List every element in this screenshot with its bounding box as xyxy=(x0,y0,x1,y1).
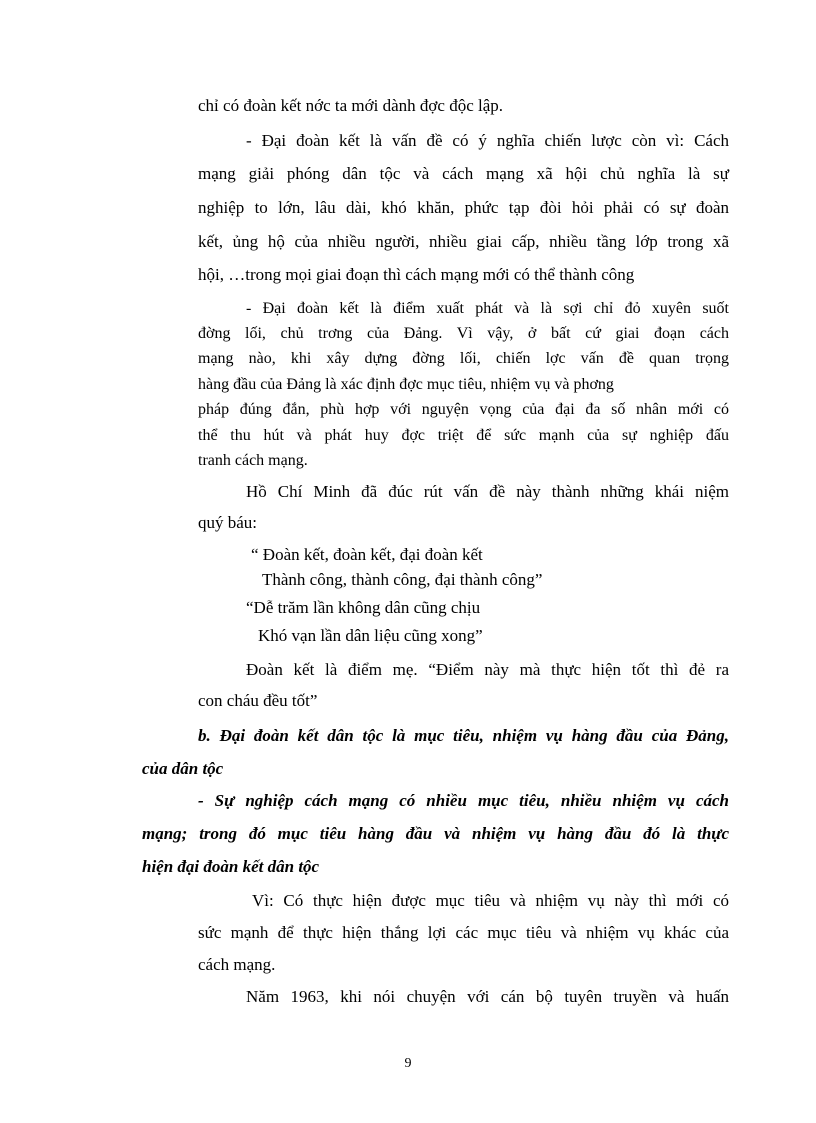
quote-line: “ Đoàn kết, đoàn kết, đại đoàn kết xyxy=(251,545,483,564)
quote-line: Thành công, thành công, đại thành công” xyxy=(262,570,543,589)
text-line: thể thu hút và phát huy đợc triệt để sức mạnh của sự nghiệp đấu xyxy=(198,427,729,444)
text-line: Vì: Có thực hiện được mục tiêu và nhiệm vụ này thì mới có xyxy=(252,891,729,910)
text-line: con cháu đều tốt” xyxy=(198,691,318,710)
quote-line: “Dễ trăm lần không dân cũng chịu xyxy=(246,598,481,617)
text-line: hàng đầu của Đảng là xác định đợc mục tiêu, nhiệm vụ và phơng xyxy=(198,376,614,393)
text-line: sức mạnh để thực hiện thắng lợi các mục tiêu và nhiệm vụ khác của xyxy=(198,923,729,942)
text-line: pháp đúng đắn, phù hợp với nguyện vọng của đại đa số nhân mới có xyxy=(198,401,729,418)
page-number: 9 xyxy=(404,1056,412,1071)
subheading-line: hiện đại đoàn kết dân tộc xyxy=(142,857,320,876)
text-line: cách mạng. xyxy=(198,955,276,974)
text-line: tranh cách mạng. xyxy=(198,452,308,469)
text-line: Năm 1963, khi nói chuyện với cán bộ tuyên truyền và huấn xyxy=(246,987,729,1006)
text-line: nghiệp to lớn, lâu dài, khó khăn, phức tạp đòi hỏi phải có sự đoàn xyxy=(198,198,729,217)
section-heading: b. Đại đoàn kết dân tộc là mục tiêu, nhiệm vụ hàng đầu của Đảng, xyxy=(198,726,729,745)
text-line: - Đại đoàn kết là vấn đề có ý nghĩa chiến lược còn vì: Cách xyxy=(246,131,729,150)
text-line: Hồ Chí Minh đã đúc rút vấn đề này thành những khái niệm xyxy=(246,482,729,501)
subheading-line: mạng; trong đó mục tiêu hàng đầu và nhiệm vụ hàng đầu đó là thực xyxy=(142,824,729,843)
text-line: quý báu: xyxy=(198,513,258,532)
text-line: Đoàn kết là điểm mẹ. “Điểm này mà thực hiện tốt thì đẻ ra xyxy=(246,660,729,679)
quote-line: Khó vạn lần dân liệu cũng xong” xyxy=(258,626,483,645)
text-line: đờng lối, chủ trơng của Đảng. Vì vậy, ở bất cứ giai đoạn cách xyxy=(198,325,729,342)
text-line: mạng nào, khi xây dựng đờng lối, chiến lợc vấn đề quan trọng xyxy=(198,350,729,367)
section-heading: của dân tộc xyxy=(142,759,224,778)
subheading-line: - Sự nghiệp cách mạng có nhiều mục tiêu, nhiều nhiệm vụ cách xyxy=(198,791,729,810)
text-line: mạng giải phóng dân tộc và cách mạng xã hội chủ nghĩa là sự xyxy=(198,164,729,183)
text-line: hội, …trong mọi giai đoạn thì cách mạng mới có thể thành công xyxy=(198,265,635,284)
text-line: chỉ có đoàn kết nớc ta mới dành đợc độc lập. xyxy=(198,96,504,115)
text-line: kết, ủng hộ của nhiều người, nhiều giai cấp, nhiều tầng lớp trong xã xyxy=(198,232,729,251)
text-line: - Đại đoàn kết là điểm xuất phát và là sợi chỉ đỏ xuyên suốt xyxy=(246,300,729,317)
